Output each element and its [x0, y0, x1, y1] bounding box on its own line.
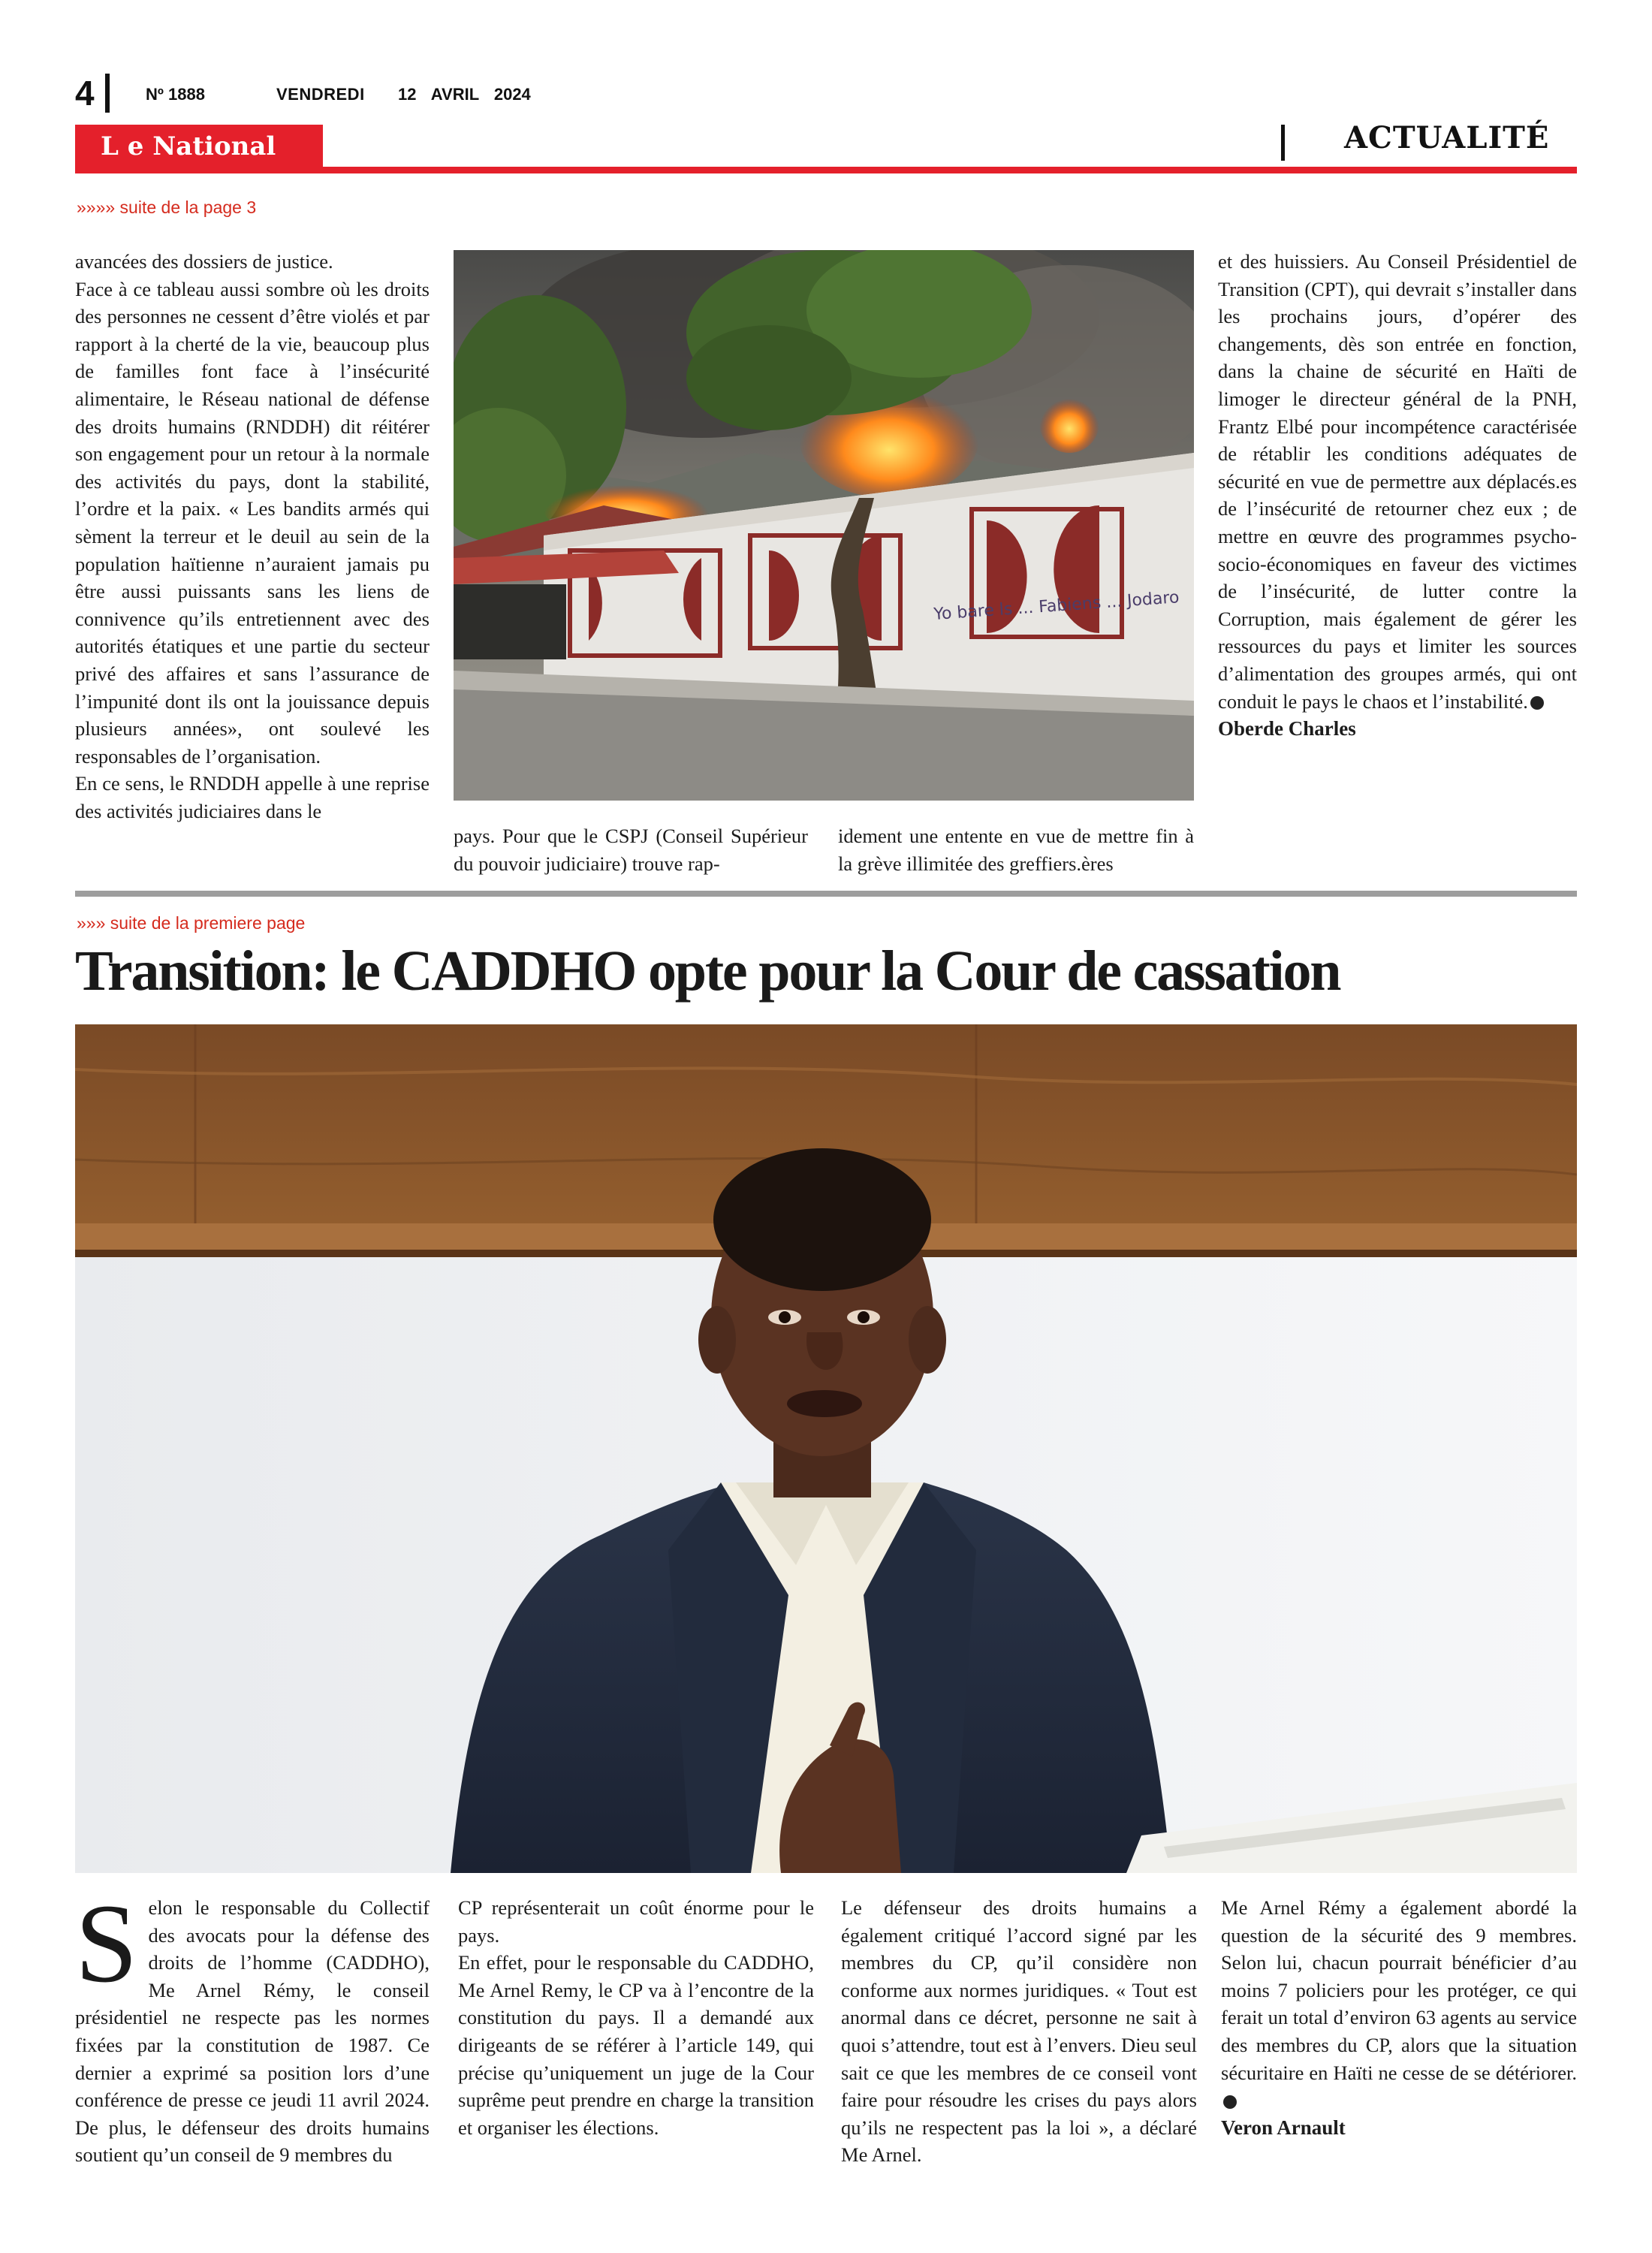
article1-column-3 [838, 822, 1194, 877]
byline: Oberde Charles [1218, 717, 1356, 740]
article-separator [75, 891, 1577, 897]
paragraph: idement une entente en vue de mettre fin à la grève illimitée des greffiers.ères [838, 825, 1194, 875]
paragraph: CP représenterait un coût énorme pour le pays. [458, 1896, 814, 1947]
issue-day: VENDREDI [276, 85, 365, 104]
paragraph: Face à ce tableau aussi sombre où les droits des personnes ne cessent d’être violés et par rapport à la cherté de la vie, beaucoup plus de familles font face à l’insécurité alimentaire, le Réseau national de défense des droits humains (RNDDH) dit réitérer son engagement pour un retour à la normale des activités du pays, dont la stabilité, l’ordre et la paix. « Les bandits armés qui sèment la terreur et le deuil au sein de la population haïtienne n’auraient jamais pu être aussi puissants sans les liens de connivence qu’ils entretiennent avec des autorités étatiques et une partie du secteur privé des affaires et sans l’assurance de l’impunité dont ils ont la jouissance depuis plusieurs années», ont soulevé les responsables de l’organisation. [75, 277, 430, 768]
byline: Veron Arnault [1221, 2116, 1346, 2139]
article2-column-3 [841, 1894, 1197, 2169]
issue-date: 12 AVRIL 2024 [398, 85, 531, 104]
paragraph: avancées des dossiers de justice. [75, 250, 333, 273]
paragraph: Selon le responsable du Collectif des avocats pour la défense des droits de l’homme (CADDHO), Me Arnel Rémy, le conseil présidentiel ne respecte pas les normes fixées par la constitution de 1987. Ce dernier a exprimé sa position lors d’une conférence de presse ce jeudi 11 avril 2024. De plus, le défenseur des droits humains soutient qu’un conseil de 9 membres du [75, 1881, 430, 2167]
paragraph: Le défenseur des droits humains a également critiqué l’accord signé par les membres du CP, qu’il considère non conforme aux normes juridiques. « Tout est anormal dans ce décret, personne ne sait à quoi s’attendre, tout est à l’envers. Dieu seul sait ce que les membres de ce conseil vont faire pour résoudre les crises du pays alors qu’ils ne respectent pas la loi », a déclaré Me Arnel. [841, 1896, 1197, 2167]
headline: Transition: le CADDHO opte pour la Cour de cassation [75, 940, 1340, 1003]
portrait-photo [75, 1024, 1577, 1873]
paragraph: En effet, pour le responsable du CADDHO, Me Arnel Remy, le CP va à l’encontre de la constitution du pays. Il a demandé aux dirigeants de se référer à l’article 149, qui précise qu’uniquement un juge de la Cour suprême peut prendre en charge la transition et organiser les élections. [458, 1951, 814, 2139]
paragraph: Me Arnel Rémy a également abordé la question de la sécurité des 9 membres. Selon lui, chacun pourrait bénéficier d’au moins 7 policiers pour les protéger, ce qui ferait un total d’environ 63 agents au service des membres du CP, alors que la situation sécuritaire en Haïti ne cesse de se détériorer. [1221, 1894, 1577, 2114]
page-number: 4 [75, 74, 95, 113]
article2-column-1 [75, 1881, 430, 2169]
end-mark-icon [1223, 2095, 1237, 2109]
fire-photo [454, 250, 1194, 801]
issue-number: Nº 1888 [146, 85, 205, 104]
graffiti-text: Yo bare ls ... Fabiens ... Jodaro [933, 588, 1180, 624]
article2-column-4 [1221, 1894, 1577, 2141]
article1-column-1 [75, 248, 430, 825]
paragraph: et des huissiers. Au Conseil Présidentiel de Transition (CPT), qui devrait s’installer dans les prochains jours, d’opérer des changements, dès son entrée en fonction, dans la chaine de sécurité en Haïti de limoger le directeur général de la PNH, Frantz Elbé pour incompétence caractérisée de rétablir les conditions adéquates de sécurité en vue de permettre aux déplacés.es de l’insécurité de retourner chez eux ; de mettre en œuvre des programmes psycho-socio-économiques en faveur des victimes de l’insécurité, de lutter contre la Corruption, mais également de gérer les ressources du pays et limiter les sources d’alimentation des groupes armés, qui ont conduit le pays le chaos et l’instabilité. [1218, 250, 1577, 713]
section-title: ACTUALITÉ [1344, 120, 1550, 155]
paragraph: pays. Pour que le CSPJ (Conseil Supérieur du pouvoir judiciaire) trouve rap- [454, 825, 808, 875]
header-rule [75, 167, 1577, 173]
end-mark-icon [1530, 696, 1544, 710]
continued-from-link[interactable]: »»» suite de la premiere page [77, 913, 306, 933]
section-divider [1281, 125, 1285, 161]
brand-logo: L e National [101, 131, 276, 161]
paragraph: En ce sens, le RNDDH appelle à une reprise des activités judiciaires dans le [75, 772, 430, 822]
article2-column-2 [458, 1894, 814, 2141]
article1-column-4 [1218, 248, 1577, 743]
continued-from-link[interactable]: »»»» suite de la page 3 [77, 198, 257, 217]
drop-cap: S [75, 1881, 138, 2006]
article1-column-2 [454, 822, 808, 877]
page-number-divider [105, 74, 110, 113]
